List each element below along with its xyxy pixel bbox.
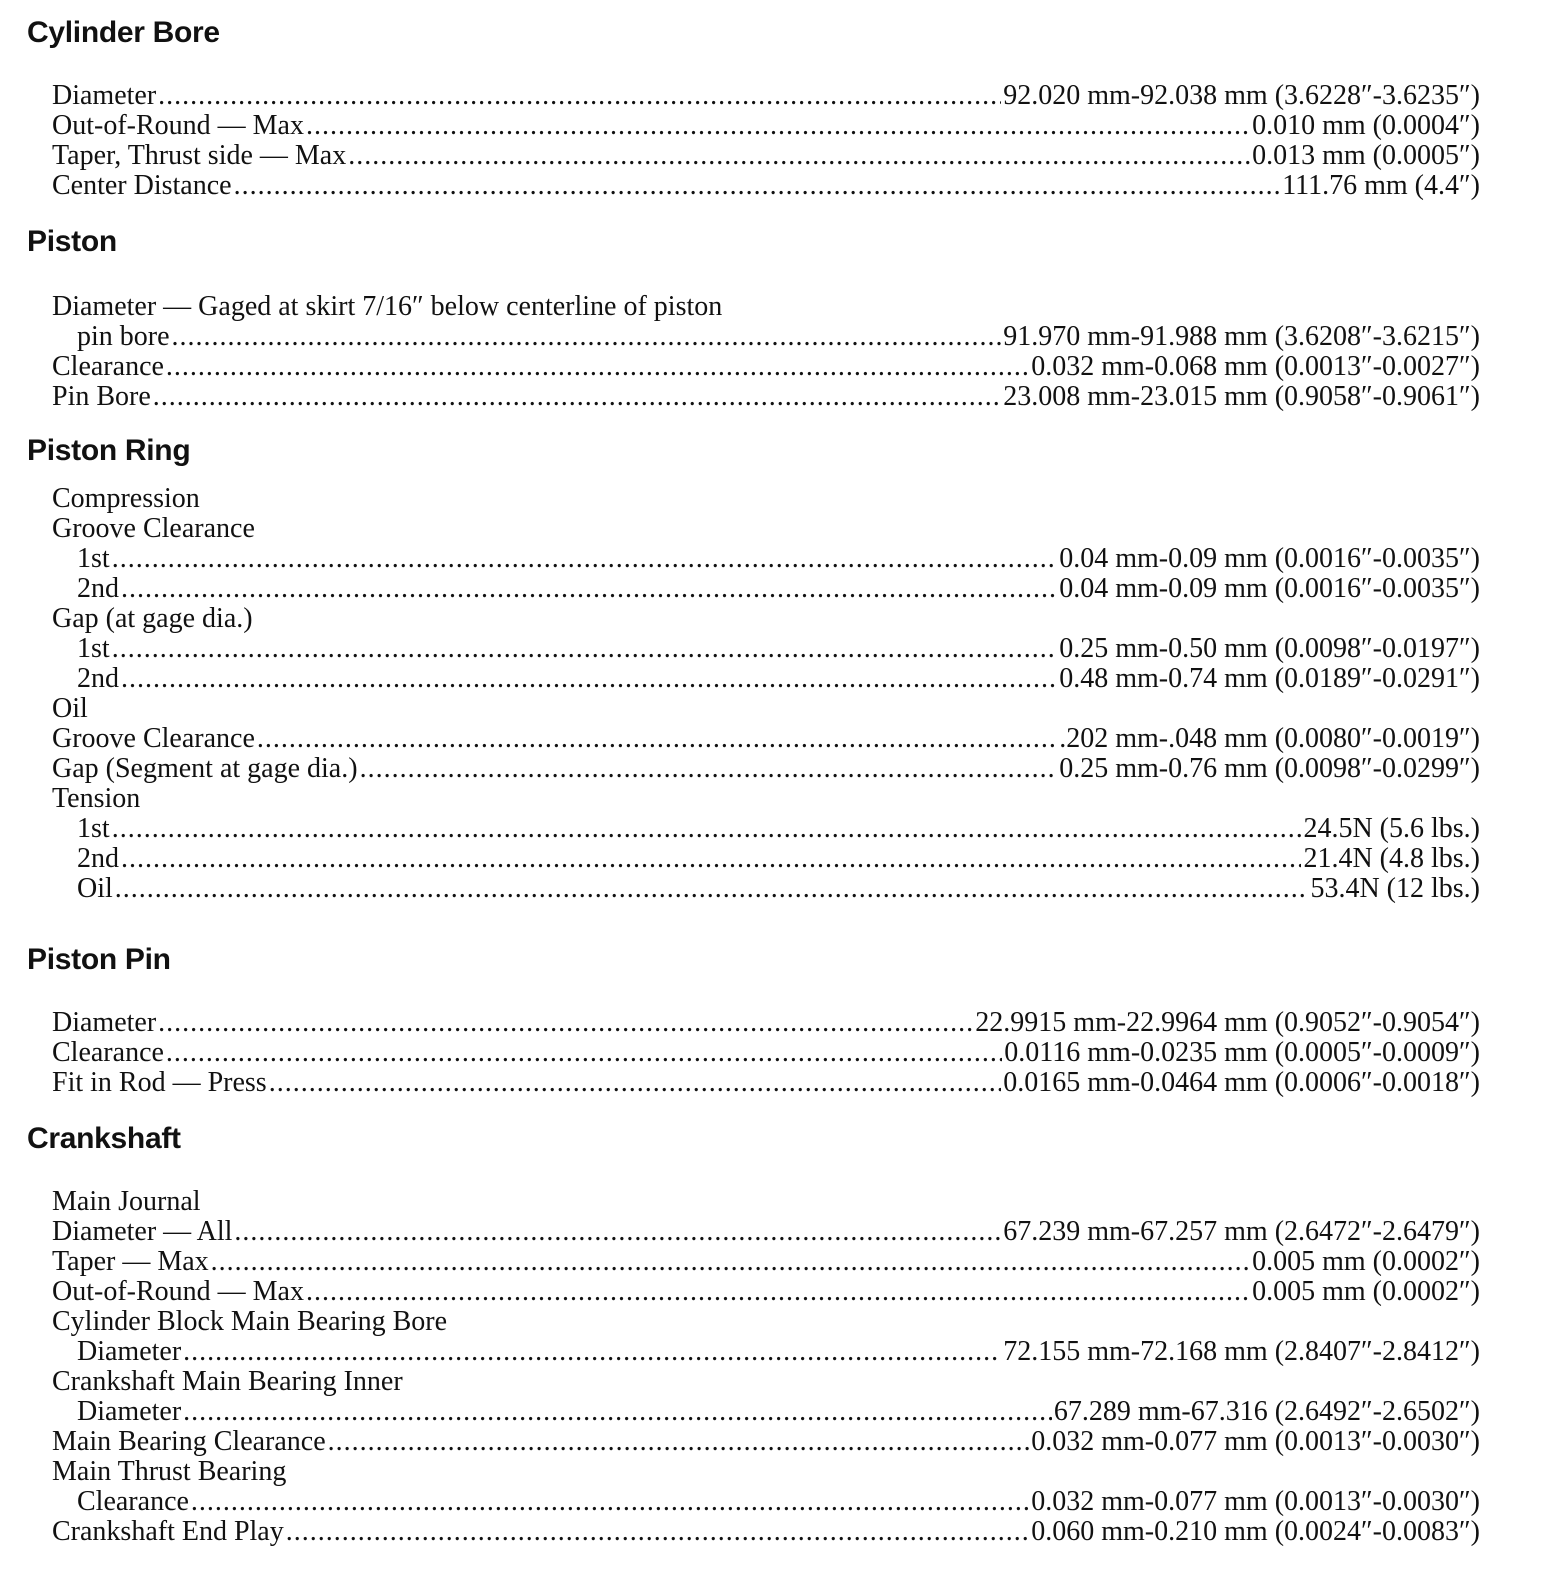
spec-row xyxy=(52,1487,1480,1517)
spec-label: Pin Bore xyxy=(52,382,151,412)
spec-rows xyxy=(52,484,1480,904)
spec-rows xyxy=(52,1008,1480,1098)
dot-leader xyxy=(112,544,1058,574)
spec-value: 0.0165 mm-0.0464 mm (0.0006″-0.0018″) xyxy=(1003,1068,1480,1098)
spec-label: Oil xyxy=(52,694,88,724)
spec-row xyxy=(52,141,1480,171)
section-heading: Piston Ring xyxy=(27,434,191,467)
dot-leader xyxy=(234,171,1281,201)
spec-label: Diameter xyxy=(77,1337,182,1367)
spec-row xyxy=(52,634,1480,664)
dot-leader xyxy=(112,634,1058,664)
spec-value: .202 mm-.048 mm (0.0080″-0.0019″) xyxy=(1059,724,1480,754)
spec-row xyxy=(52,171,1480,201)
spec-label: Taper, Thrust side — Max xyxy=(52,141,347,171)
dot-leader xyxy=(183,1397,1052,1427)
spec-value: 23.008 mm-23.015 mm (0.9058″-0.9061″) xyxy=(1003,382,1480,412)
dot-leader xyxy=(286,1517,1030,1547)
spec-label: Out-of-Round — Max xyxy=(52,1277,304,1307)
dot-leader xyxy=(328,1427,1030,1457)
spec-row xyxy=(52,1008,1480,1038)
spec-label: 1st xyxy=(77,634,110,664)
spec-label: Clearance xyxy=(52,1038,164,1068)
spec-label: Groove Clearance xyxy=(52,514,255,544)
spec-value: 53.4N (12 lbs.) xyxy=(1310,874,1480,904)
dot-leader xyxy=(172,322,1002,352)
dot-leader xyxy=(121,574,1057,604)
spec-row xyxy=(52,484,1480,514)
spec-value: 67.239 mm-67.257 mm (2.6472″-2.6479″) xyxy=(1003,1217,1480,1247)
section-piston xyxy=(0,225,1480,412)
spec-value: 0.032 mm-0.068 mm (0.0013″-0.0027″) xyxy=(1031,352,1480,382)
spec-row xyxy=(52,1277,1480,1307)
spec-row xyxy=(52,352,1480,382)
spec-value: 72.155 mm-72.168 mm (2.8407″-2.8412″) xyxy=(1003,1337,1480,1367)
spec-row xyxy=(52,81,1480,111)
spec-value: 67.289 mm-67.316 (2.6492″-2.6502″) xyxy=(1053,1397,1480,1427)
spec-value: 91.970 mm-91.988 mm (3.6208″-3.6215″) xyxy=(1003,322,1480,352)
spec-label: Out-of-Round — Max xyxy=(52,111,304,141)
spec-row xyxy=(52,1187,1480,1217)
spec-value: 0.25 mm-0.50 mm (0.0098″-0.0197″) xyxy=(1059,634,1480,664)
spec-row xyxy=(52,784,1480,814)
spec-row xyxy=(52,814,1480,844)
spec-label: Taper — Max xyxy=(52,1247,209,1277)
section-heading: Crankshaft xyxy=(27,1122,181,1155)
dot-leader xyxy=(306,111,1250,141)
dot-leader xyxy=(211,1247,1250,1277)
spec-row xyxy=(52,1367,1480,1397)
spec-value: 0.005 mm (0.0002″) xyxy=(1252,1277,1480,1307)
dot-leader xyxy=(115,874,1309,904)
dot-leader xyxy=(158,1008,973,1038)
section-heading: Piston Pin xyxy=(27,943,171,976)
spec-value: 92.020 mm-92.038 mm (3.6228″-3.6235″) xyxy=(1003,81,1480,111)
dot-leader xyxy=(191,1487,1029,1517)
spec-row xyxy=(52,292,1480,322)
spec-label: 1st xyxy=(77,544,110,574)
spec-row xyxy=(52,1427,1480,1457)
spec-row xyxy=(52,694,1480,724)
spec-row xyxy=(52,1307,1480,1337)
spec-value: 0.0116 mm-0.0235 mm (0.0005″-0.0009″) xyxy=(1004,1038,1480,1068)
spec-label: 1st xyxy=(77,814,110,844)
spec-value: 0.013 mm (0.0005″) xyxy=(1252,141,1480,171)
spec-label: Compression xyxy=(52,484,200,514)
spec-row xyxy=(52,664,1480,694)
dot-leader xyxy=(158,81,1001,111)
spec-row xyxy=(52,382,1480,412)
spec-value: 0.25 mm-0.76 mm (0.0098″-0.0299″) xyxy=(1059,754,1480,784)
spec-label: Crankshaft End Play xyxy=(52,1517,284,1547)
spec-row xyxy=(52,724,1480,754)
dot-leader xyxy=(153,382,1001,412)
spec-row xyxy=(52,1247,1480,1277)
spec-row xyxy=(52,544,1480,574)
spec-value: 0.48 mm-0.74 mm (0.0189″-0.0291″) xyxy=(1059,664,1480,694)
spec-rows xyxy=(52,1187,1480,1547)
spec-row xyxy=(52,1217,1480,1247)
spec-row xyxy=(52,514,1480,544)
spec-rows xyxy=(52,81,1480,201)
spec-row xyxy=(52,844,1480,874)
spec-value: 22.9915 mm-22.9964 mm (0.9052″-0.9054″) xyxy=(975,1008,1480,1038)
spec-label: Groove Clearance xyxy=(52,724,255,754)
spec-value: 111.76 mm (4.4″) xyxy=(1282,171,1480,201)
spec-row xyxy=(52,874,1480,904)
section-heading: Piston xyxy=(27,225,117,258)
spec-value: 0.04 mm-0.09 mm (0.0016″-0.0035″) xyxy=(1059,544,1480,574)
spec-row xyxy=(52,1068,1480,1098)
section-heading: Cylinder Bore xyxy=(27,16,220,49)
spec-rows xyxy=(52,292,1480,412)
section-crankshaft xyxy=(0,1122,1480,1547)
spec-value: 0.04 mm-0.09 mm (0.0016″-0.0035″) xyxy=(1059,574,1480,604)
dot-leader xyxy=(183,1337,1001,1367)
spec-row xyxy=(52,1517,1480,1547)
spec-value: 21.4N (4.8 lbs.) xyxy=(1303,844,1480,874)
spec-row xyxy=(52,111,1480,141)
spec-label: Diameter xyxy=(77,1397,182,1427)
spec-row xyxy=(52,1457,1480,1487)
spec-row xyxy=(52,1337,1480,1367)
spec-label: Diameter xyxy=(52,81,157,111)
spec-label: Main Bearing Clearance xyxy=(52,1427,326,1457)
spec-label: Cylinder Block Main Bearing Bore xyxy=(52,1307,448,1337)
spec-label: Gap (at gage dia.) xyxy=(52,604,253,634)
dot-leader xyxy=(269,1068,1002,1098)
dot-leader xyxy=(360,754,1058,784)
spec-label: Center Distance xyxy=(52,171,232,201)
spec-label: 2nd xyxy=(77,664,119,694)
spec-label: Clearance xyxy=(77,1487,189,1517)
spec-value: 0.060 mm-0.210 mm (0.0024″-0.0083″) xyxy=(1031,1517,1480,1547)
spec-label: Fit in Rod — Press xyxy=(52,1068,267,1098)
spec-label: Gap (Segment at gage dia.) xyxy=(52,754,358,784)
spec-value: 24.5N (5.6 lbs.) xyxy=(1303,814,1480,844)
section-piston-ring xyxy=(0,434,1480,904)
spec-row xyxy=(52,604,1480,634)
dot-leader xyxy=(166,1038,1002,1068)
spec-label: Clearance xyxy=(52,352,164,382)
dot-leader xyxy=(121,844,1301,874)
spec-label: 2nd xyxy=(77,844,119,874)
dot-leader xyxy=(257,724,1057,754)
spec-value: 0.005 mm (0.0002″) xyxy=(1252,1247,1480,1277)
spec-value: 0.032 mm-0.077 mm (0.0013″-0.0030″) xyxy=(1031,1487,1480,1517)
spec-label: Main Thrust Bearing xyxy=(52,1457,287,1487)
spec-row xyxy=(52,574,1480,604)
spec-value: 0.032 mm-0.077 mm (0.0013″-0.0030″) xyxy=(1031,1427,1480,1457)
dot-leader xyxy=(348,141,1250,171)
spec-row xyxy=(52,322,1480,352)
spec-label: Oil xyxy=(77,874,113,904)
dot-leader xyxy=(121,664,1057,694)
spec-value: 0.010 mm (0.0004″) xyxy=(1252,111,1480,141)
spec-label: 2nd xyxy=(77,574,119,604)
spec-row xyxy=(52,754,1480,784)
spec-label: Diameter xyxy=(52,1008,157,1038)
dot-leader xyxy=(234,1217,1001,1247)
dot-leader xyxy=(112,814,1302,844)
dot-leader xyxy=(306,1277,1250,1307)
spec-label: pin bore xyxy=(77,322,170,352)
dot-leader xyxy=(166,352,1029,382)
spec-label: Diameter — All xyxy=(52,1217,233,1247)
spec-label: Main Journal xyxy=(52,1187,201,1217)
spec-label: Diameter — Gaged at skirt 7/16″ below centerline of piston xyxy=(52,292,723,322)
section-piston-pin xyxy=(0,943,1480,1098)
spec-label: Crankshaft Main Bearing Inner xyxy=(52,1367,403,1397)
spec-label: Tension xyxy=(52,784,141,814)
section-cylinder-bore xyxy=(0,16,1480,201)
spec-row xyxy=(52,1038,1480,1068)
spec-row xyxy=(52,1397,1480,1427)
